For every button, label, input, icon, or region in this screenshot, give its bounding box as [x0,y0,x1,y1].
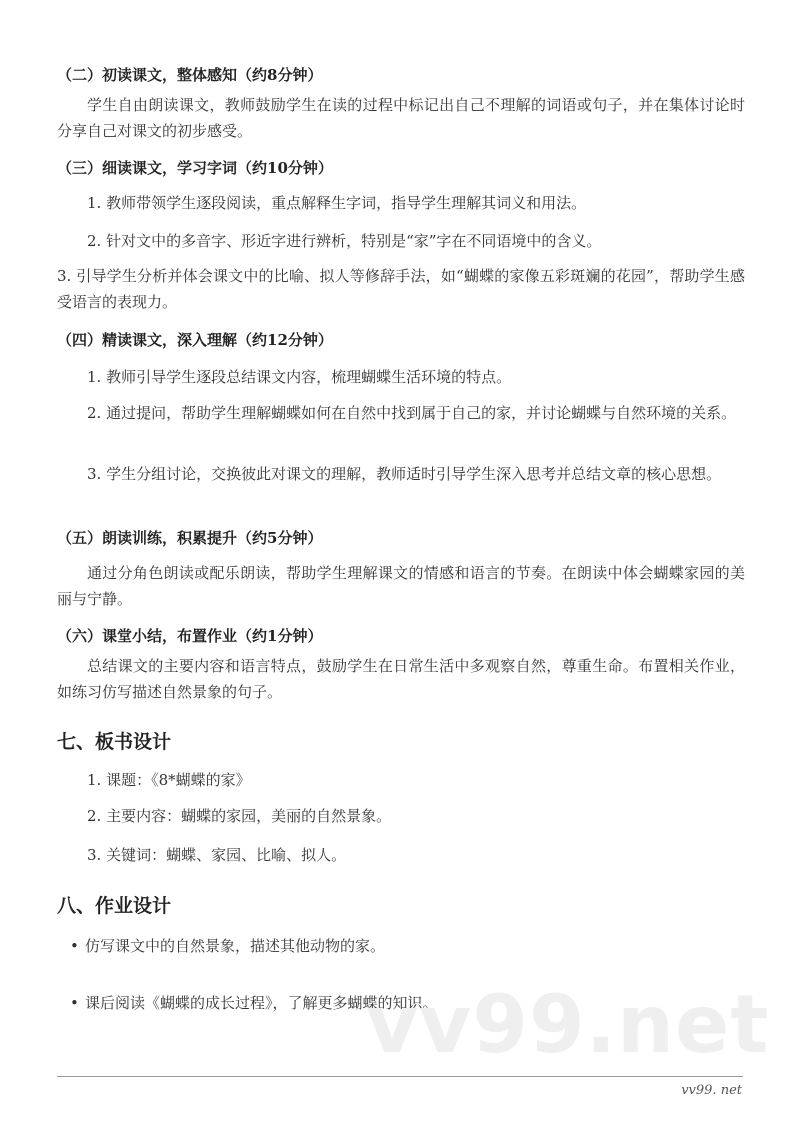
footer-text: vv99. net [681,1083,742,1098]
section-heading: （三）细读课文，学习字词（约10分钟） [57,159,333,177]
list-item: 2. 针对文中的多音字、形近字进行辨析，特别是“家”字在不同语境中的含义。 [87,232,602,250]
footer-divider [57,1076,743,1077]
paragraph: 总结课文的主要内容和语言特点，鼓励学生在日常生活中多观察自然，尊重生命。布置相关作业，如练习仿写描述自然景象的句子。 [57,657,745,701]
paragraph: 通过分角色朗读或配乐朗读，帮助学生理解课文的情感和语言的节奏。在朗读中体会蝴蝶家园的美丽与宁静。 [57,564,745,608]
list-item: 3. 学生分组讨论，交换彼此对课文的理解，教师适时引导学生深入思考并总结文章的核心思想。 [87,465,722,483]
list-item: 2. 通过提问，帮助学生理解蝴蝶如何在自然中找到属于自己的家，并讨论蝴蝶与自然环境的关系。 [87,404,737,422]
list-item: 2. 主要内容：蝴蝶的家园，美丽的自然景象。 [87,807,392,825]
section-heading: （二）初读课文，整体感知（约8分钟） [57,66,323,84]
list-item: 3. 引导学生分析并体会课文中的比喻、拟人等修辞手法，如“蝴蝶的家像五彩斑斓的花园”，帮助学生感受语言的表现力。 [57,267,745,311]
bullet-item: • 仿写课文中的自然景象，描述其他动物的家。 [67,933,761,959]
list-item: 3. 关键词：蝴蝶、家园、比喻、拟人。 [87,846,347,864]
section-heading: （五）朗读训练，积累提升（约5分钟） [57,529,323,547]
paragraph: 学生自由朗读课文，教师鼓励学生在读的过程中标记出自己不理解的词语或句子，并在集体讨论时分享自己对课文的初步感受。 [57,96,745,140]
watermark: vv99.net [366,978,770,1071]
list-item: 1. 课题：《8*蝴蝶的家》 [87,771,251,789]
section-heading: （六）课堂小结，布置作业（约1分钟） [57,627,323,645]
board-design-heading: 七、板书设计 [57,731,172,753]
section-heading: （四）精读课文，深入理解（约12分钟） [57,331,333,349]
list-item: 1. 教师带领学生逐段阅读，重点解释生字词，指导学生理解其词义和用法。 [87,194,587,212]
bullet-item: • 课后阅读《蝴蝶的成长过程》，了解更多蝴蝶的知识。 [67,990,761,1016]
list-item: 1. 教师引导学生逐段总结课文内容，梳理蝴蝶生活环境的特点。 [87,368,512,386]
homework-heading: 八、作业设计 [57,895,172,917]
